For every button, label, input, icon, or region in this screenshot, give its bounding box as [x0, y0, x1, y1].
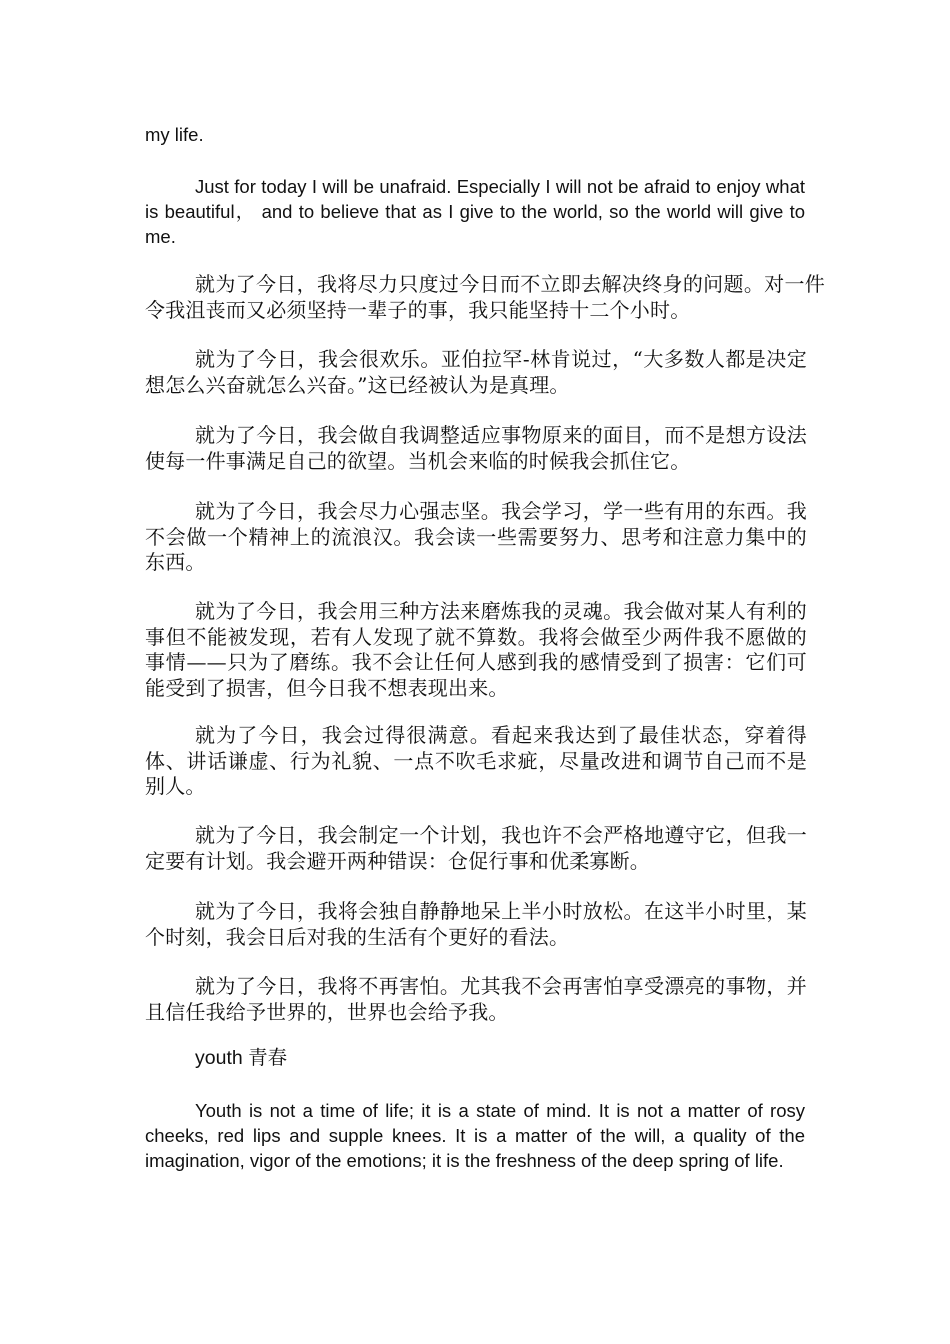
paragraph-strong-mind: 就为了今日，我会尽力心强志坚。我会学习，学一些有用的东西。我不会做一个精神上的流浪汉。我会读一些需要努力、思考和注意力集中的东西。 [145, 499, 807, 574]
paragraph-lifelong-problems: 就为了今日，我将尽力只度过今日而不立即去解决终身的问题。对一件令我沮丧而又必须坚持一辈子的事，我只能坚持十二个小时。 [145, 272, 825, 322]
heading-youth: youth 青春 [195, 1047, 288, 1069]
paragraph-happy-lincoln: 就为了今日，我会很欢乐。亚伯拉罕-林肯说过，“大多数人都是决定想怎么兴奋就怎么兴奋。”这已经被认为是真理。 [145, 347, 807, 397]
paragraph-agreeable: 就为了今日，我会过得很满意。看起来我达到了最佳状态，穿着得体、讲话谦虚、行为礼貌、一点不吹毛求疵，尽量改进和调节自己而不是别人。 [145, 723, 807, 798]
paragraph-youth: Youth is not a time of life; it is a state of mind. It is not a matter of rosy cheeks, red lips and supple knees. It is a matter of the will, a quality of the imagination, vigor of the emotions; it is the freshness of the deep spring of life. [145, 1100, 805, 1171]
paragraph-adjust-self: 就为了今日，我会做自我调整适应事物原来的面目，而不是想方设法使每一件事满足自己的欲望。当机会来临的时候我会抓住它。 [145, 423, 807, 473]
paragraph-unafraid-english: Just for today I will be unafraid. Especially I will not be afraid to enjoy what is beautiful， and to believe that as I give to the world, so the world will give to me. [145, 176, 805, 247]
paragraph-program: 就为了今日，我会制定一个计划，我也许不会严格地遵守它，但我一定要有计划。我会避开两种错误：仓促行事和优柔寡断。 [145, 823, 807, 873]
paragraph-unafraid-chinese: 就为了今日，我将不再害怕。尤其我不会再害怕享受漂亮的事物，并且信任我给予世界的，世界也会给予我。 [145, 974, 807, 1024]
paragraph-exercise-soul: 就为了今日，我会用三种方法来磨炼我的灵魂。我会做对某人有利的事但不能被发现，若有人发现了就不算数。我将会做至少两件我不愿做的事情——只为了磨练。我不会让任何人感到我的感情受到了损害：它们可能受到了损害，但今日我不想表现出来。 [145, 599, 807, 700]
paragraph-my-life: my life. [145, 124, 204, 145]
paragraph-quiet-half-hour: 就为了今日，我将会独自静静地呆上半小时放松。在这半小时里，某个时刻，我会日后对我的生活有个更好的看法。 [145, 899, 807, 949]
